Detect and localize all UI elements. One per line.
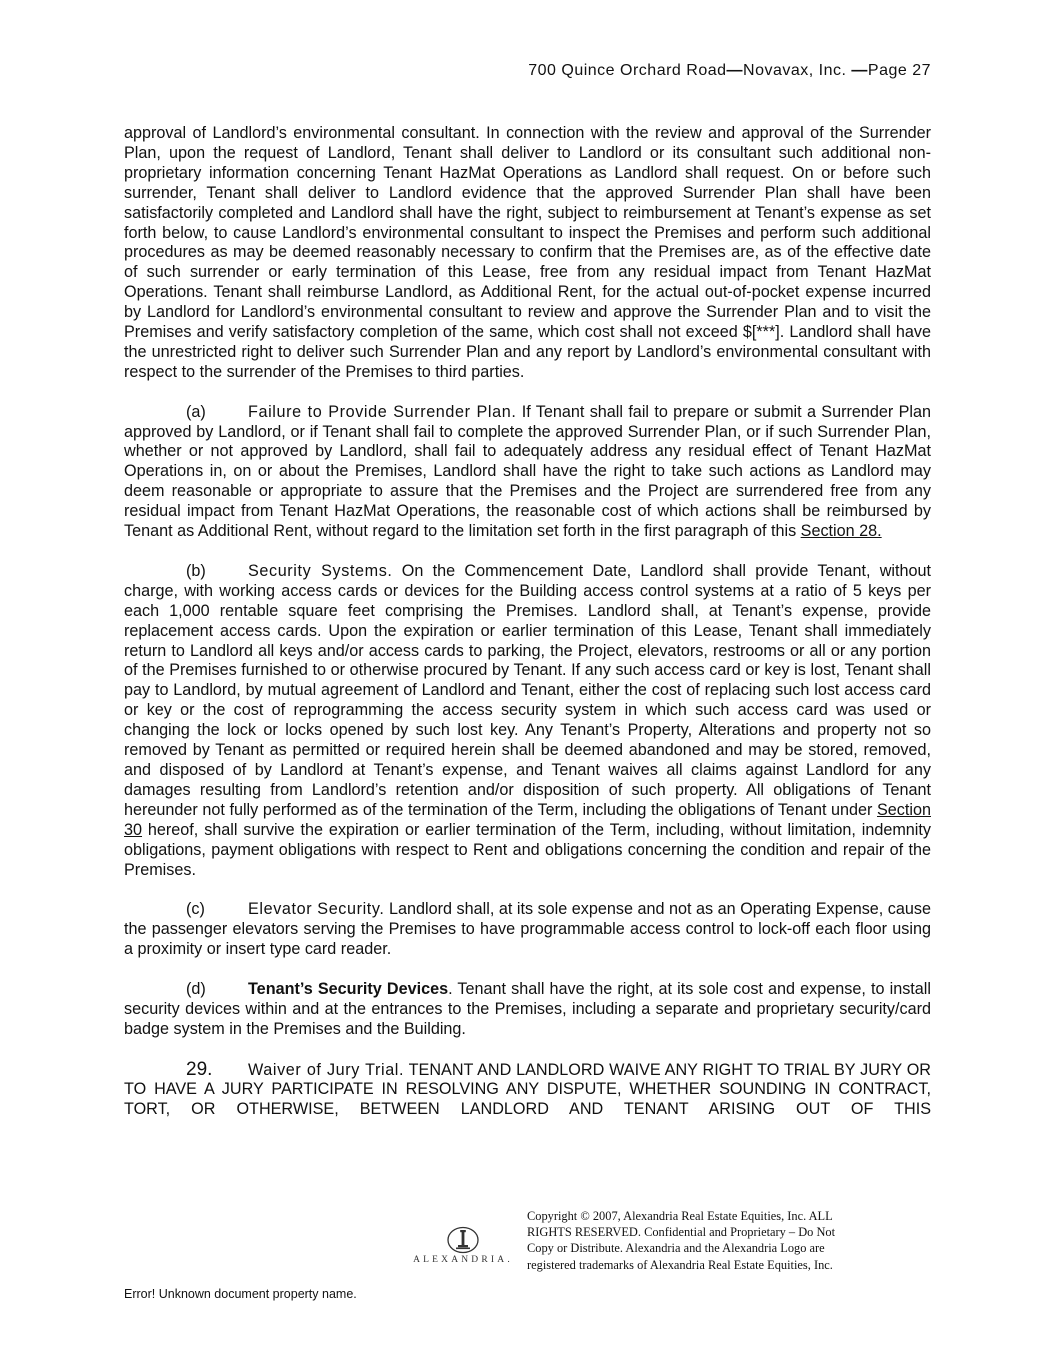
paragraph-c-elevator-security [124,900,931,960]
section-29-text: TENANT AND LANDLORD WAIVE ANY RIGHT TO TRIAL BY JURY OR TO HAVE A JURY PARTICIPATE IN RESOLVING ANY DISPUTE, WHETHER SOUNDING IN CONTRACT, TORT, OR OTHERWISE, BETWEEN LANDLORD AND TENANT ARISING OUT OF THIS [124,1060,931,1119]
section-30-reference: Section 30 [124,800,931,839]
clause-text-c: Landlord shall, at its sole expense and not as an Operating Expense, cause the passenger elevators serving the Premises to have programmable access control to lock-off each floor using a proximity or insert type card reader. [124,900,932,959]
header-dash-1: — [726,62,744,79]
page-header [528,62,931,80]
clause-label-c: (c) [186,900,205,919]
clause-text-b-part2: hereof, shall survive the expiration or earlier termination of the Term, including, without limitation, indemnity obligations, payment obligations with respect to Rent and obligations concerning the condition and repair of the Premises. [124,820,931,879]
error-label: Error! [124,1287,156,1301]
clause-label-a: (a) [186,402,206,421]
section-28-reference: Section 28. [800,522,882,541]
clause-text-b-part1: On the Commencement Date, Landlord shall provide Tenant, without charge, with working access cards or devices for the Building access control systems at a ratio of 5 keys per each 1,000 rentable square feet comprising the Premises. Landlord shall, at Tenant’s expense, provide replacement access cards. Upon the expiration or earlier termination of this Lease, Tenant shall immediately return to Landlord all keys and/or access cards to parking, the Project, elevators, restrooms or all or any portion of the Premises furnished to or otherwise procured by Tenant. If any such access card or key is lost, Tenant shall pay to Landlord, by mutual agreement of Landlord and Tenant, either the cost of replacing such lost access card or key or the cost of reprogramming the access security system in which such access card was used or changing the lock or locks opened by such lost key. Any Tenant’s Property, Alterations and property not so removed by Tenant as permitted or required herein shall be deemed abandoned and may be stored, removed, and disposed of by Landlord at Tenant’s expense, and Tenant waives all claims against Landlord for any damages resulting from Landlord’s retention and/or disposition of such property. All obligations of Tenant hereunder not fully performed as of the termination of the Term, including the obligations of Tenant under [124,561,932,819]
paragraph-surrender-plan-continued: approval of Landlord’s environmental consultant. In connection with the review and approval of the Surrender Plan, upon the request of Landlord, Tenant shall deliver to Landlord or its consultant such additional non-proprietary information concerning Tenant HazMat Operations as Landlord shall request. On or before such surrender, Tenant shall deliver to Landlord evidence that the approved Surrender Plan shall have been satisfactorily completed and Landlord shall have the right, subject to reimbursement at Tenant’s expense as set forth below, to cause Landlord’s environmental consultant to inspect the Premises and perform such additional procedures as may be deemed reasonably necessary to confirm that the Premises are, as of the effective date of such surrender or early termination of this Lease, free from any residual impact from Tenant HazMat Operations. Tenant shall reimburse Landlord, as Additional Rent, for the actual out-of-pocket expense incurred by Landlord for Landlord’s environmental consultant to review and approve the Surrender Plan and to visit the Premises and verify satisfactory completion of the same, which cost shall not exceed $[***]. Landlord shall have the unrestricted right to deliver such Surrender Plan and any report by Landlord’s environmental consultant with respect to the surrender of the Premises to third parties. [124,124,931,381]
section-29-waiver-of-jury-trial [124,1060,931,1121]
clause-caption-b: Security Systems. [248,561,393,580]
clause-caption-d: Tenant’s Security Devices [248,979,449,998]
section-number-29: 29. [186,1058,213,1080]
copyright-line-1: Copyright © 2007, Alexandria Real Estate Equities, Inc. ALL [527,1209,833,1223]
section-29-caption: Waiver of Jury Trial. [248,1060,405,1079]
copyright-line-3: Copy or Distribute. Alexandria and the Alexandria Logo are [527,1241,825,1256]
paragraph-a-failure-to-provide [124,403,931,542]
error-message: Unknown document property name. [155,1287,357,1301]
paragraph-b-security-systems [124,562,931,881]
header-page-number: Page 27 [867,62,931,79]
header-company: Novavax, Inc. [743,62,852,79]
alexandria-emblem-icon [446,1226,480,1254]
clause-text-a: If Tenant shall fail to prepare or submit a Surrender Plan approved by Landlord, or if Tenant shall fail to complete the approved Surrender Plan, or if such Surrender Plan, whether or not approved by Landlord, shall fail to adequately address any residual effect of Tenant HazMat Operations in, on or about the Premises, Landlord shall have the right to take such actions as Landlord may deem reasonable or appropriate to assure that the Premises and the Project are surrendered free from any residual impact from Tenant HazMat Operations, the reasonable cost of which actions shall be reimbursed by Tenant as Additional Rent, without regard to the limitation set forth in the first paragraph of this [124,402,931,541]
copyright-line-2: RIGHTS RESERVED. Confidential and Proprietary – Do Not [527,1225,836,1240]
alexandria-logo [408,1226,518,1270]
clause-label-d: (d) [186,979,206,998]
document-body [124,124,931,1120]
copyright-notice [527,1208,887,1273]
clause-text-d: . Tenant shall have the right, at its sole cost and expense, to install security devices within and at the entrances to the Premises, including a separate and proprietary security/card badge system in the Premises and the Building. [124,979,931,1038]
copyright-line-4: registered trademarks of Alexandria Real Estate Equities, Inc. [527,1257,833,1272]
clause-label-b: (b) [186,561,206,580]
header-dash-2: — [851,62,868,79]
logo-wordmark: ALEXANDRIA. [413,1255,513,1265]
clause-caption-a: Failure to Provide Surrender Plan. [248,402,517,421]
footer-document-property-error [124,1287,357,1301]
clause-caption-c: Elevator Security. [248,900,385,919]
header-address: 700 Quince Orchard Road [528,62,727,79]
paragraph-d-tenant-security-devices [124,980,931,1040]
